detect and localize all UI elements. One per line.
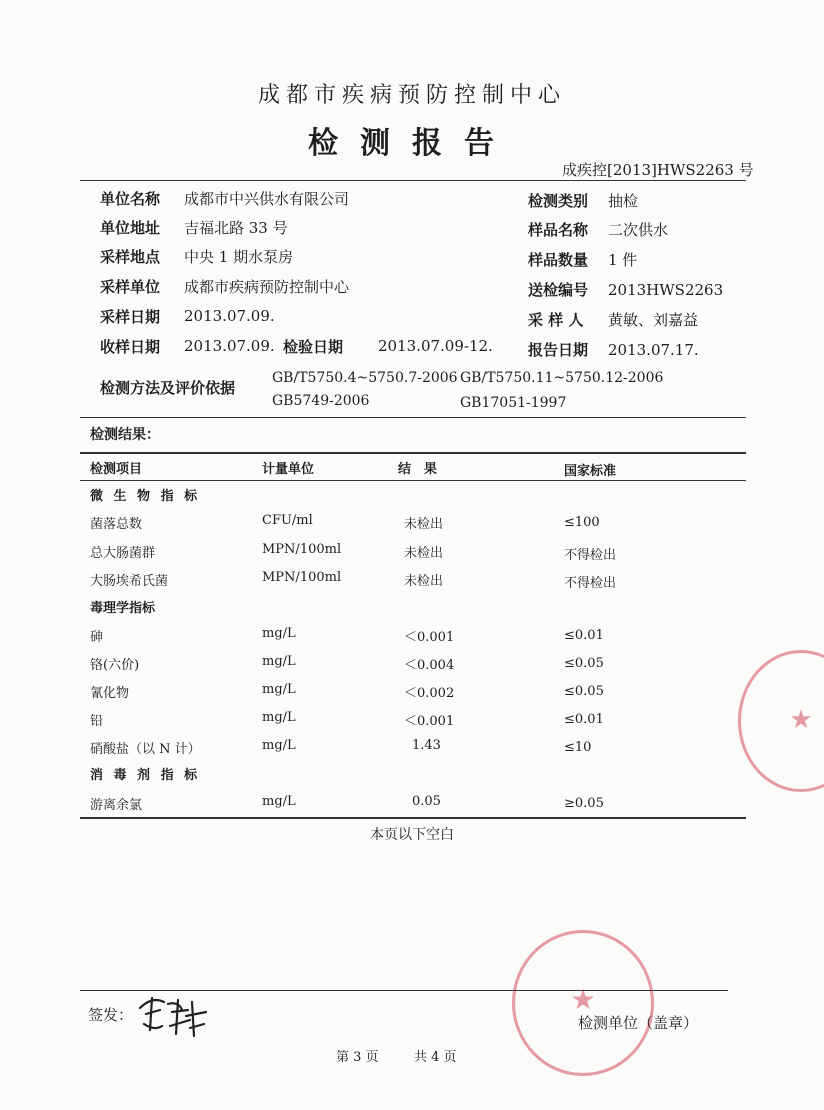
result-value: 未检出 xyxy=(404,517,444,532)
submission-number-value: 2013HWS2263 xyxy=(608,281,724,299)
test-type-value: 抽检 xyxy=(608,192,639,210)
report-date-value: 2013.07.17. xyxy=(608,341,699,359)
result-standard: ≤100 xyxy=(564,515,600,530)
result-standard: ≤0.05 xyxy=(564,656,604,671)
result-item: 菌落总数 xyxy=(90,517,143,532)
result-standard: 不得检出 xyxy=(564,548,617,563)
result-value: 未检出 xyxy=(404,574,444,589)
sample-name-label: 样品名称 xyxy=(528,221,589,239)
test-date-label: 检验日期 xyxy=(283,338,344,356)
sample-name-value: 二次供水 xyxy=(608,221,669,239)
result-value: ＜0.001 xyxy=(404,714,455,729)
method-standard: GB/T5750.4~5750.7-2006 xyxy=(272,370,458,386)
table-bottom-rule xyxy=(80,817,746,819)
submission-number-label: 送检编号 xyxy=(528,281,589,299)
method-standard: GB/T5750.11~5750.12-2006 xyxy=(460,370,664,386)
result-standard: ≤0.01 xyxy=(564,628,604,643)
result-unit: mg/L xyxy=(262,682,296,697)
result-item: 大肠埃希氏菌 xyxy=(90,574,169,589)
handwritten-signature-image xyxy=(134,990,210,1042)
unit-name-value: 成都市中兴供水有限公司 xyxy=(184,190,350,208)
sampling-unit-value: 成都市疾病预防控制中心 xyxy=(184,278,350,296)
test-date-value: 2013.07.09-12. xyxy=(378,337,493,355)
header-divider xyxy=(80,180,746,181)
result-unit: mg/L xyxy=(262,738,296,753)
result-item: 游离余氯 xyxy=(90,798,143,813)
result-value: ＜0.004 xyxy=(404,658,455,673)
sign-label: 签发： xyxy=(88,1006,134,1024)
result-item: 硝酸盐（以 N 计） xyxy=(90,742,201,757)
unit-name-label: 单位名称 xyxy=(100,190,161,208)
result-value: ＜0.001 xyxy=(404,630,455,645)
result-standard: ≤0.05 xyxy=(564,684,604,699)
report-date-label: 报告日期 xyxy=(528,341,589,359)
test-type-label: 检测类别 xyxy=(528,192,589,210)
result-unit: MPN/100ml xyxy=(262,542,342,557)
category-toxicology: 毒理学指标 xyxy=(90,601,156,616)
sample-quantity-label: 样品数量 xyxy=(528,251,589,269)
sampling-date-label: 采样日期 xyxy=(100,308,161,326)
result-unit: MPN/100ml xyxy=(262,570,342,585)
sampler-value: 黄敏、刘嘉益 xyxy=(608,311,699,329)
report-title: 检测报告 xyxy=(308,126,516,161)
result-unit: mg/L xyxy=(262,710,296,725)
test-unit-label: 检测单位（盖章） xyxy=(578,1014,699,1032)
result-value: 1.43 xyxy=(412,738,441,753)
result-item: 铬(六价) xyxy=(90,658,140,673)
sampler-label: 采 样 人 xyxy=(528,311,584,329)
result-unit: mg/L xyxy=(262,626,296,641)
table-top-rule xyxy=(80,452,746,454)
result-standard: 不得检出 xyxy=(564,576,617,591)
method-standard: GB5749-2006 xyxy=(272,393,370,409)
receipt-date-value: 2013.07.09. xyxy=(184,337,275,355)
result-value: 0.05 xyxy=(412,794,441,809)
result-unit: CFU/ml xyxy=(262,513,313,528)
method-label: 检测方法及评价依据 xyxy=(100,379,236,397)
column-header-standard: 国家标准 xyxy=(564,464,617,479)
sample-quantity-value: 1 件 xyxy=(608,251,638,269)
sampling-unit-label: 采样单位 xyxy=(100,278,161,296)
category-microbiology: 微 生 物 指 标 xyxy=(90,489,201,504)
sampling-date-value: 2013.07.09. xyxy=(184,307,275,325)
method-standard: GB17051-1997 xyxy=(460,395,567,411)
sampling-site-label: 采样地点 xyxy=(100,248,161,266)
result-standard: ≤0.01 xyxy=(564,712,604,727)
receipt-date-label: 收样日期 xyxy=(100,338,161,356)
blank-page-note: 本页以下空白 xyxy=(370,827,454,843)
sampling-site-value: 中央 1 期水泵房 xyxy=(184,248,294,266)
unit-address-label: 单位地址 xyxy=(100,219,161,237)
result-standard: ≥0.05 xyxy=(564,796,604,811)
result-value: 未检出 xyxy=(404,546,444,561)
column-header-unit: 计量单位 xyxy=(262,462,315,477)
official-seal-side: ★ xyxy=(738,650,824,792)
result-item: 总大肠菌群 xyxy=(90,546,156,561)
result-unit: mg/L xyxy=(262,794,296,809)
result-item: 铅 xyxy=(90,714,104,729)
info-divider xyxy=(80,417,746,418)
unit-address-value: 吉福北路 33 号 xyxy=(184,219,288,237)
result-unit: mg/L xyxy=(262,654,296,669)
result-item: 砷 xyxy=(90,630,104,645)
results-label: 检测结果： xyxy=(90,427,160,443)
table-header-rule xyxy=(80,480,746,481)
column-header-result: 结 果 xyxy=(398,462,438,477)
page-number-total: 共 4 页 xyxy=(414,1050,457,1065)
result-value: ＜0.002 xyxy=(404,686,455,701)
report-number: 成疾控[2013]HWS2263 号 xyxy=(562,161,754,179)
result-standard: ≤10 xyxy=(564,740,592,755)
category-disinfectant: 消 毒 剂 指 标 xyxy=(90,768,201,783)
official-seal-bottom: ★ xyxy=(512,930,654,1076)
organization-name: 成都市疾病预防控制中心 xyxy=(257,83,566,108)
page-number-current: 第 3 页 xyxy=(336,1050,379,1065)
result-item: 氰化物 xyxy=(90,686,130,701)
column-header-item: 检测项目 xyxy=(90,462,143,477)
